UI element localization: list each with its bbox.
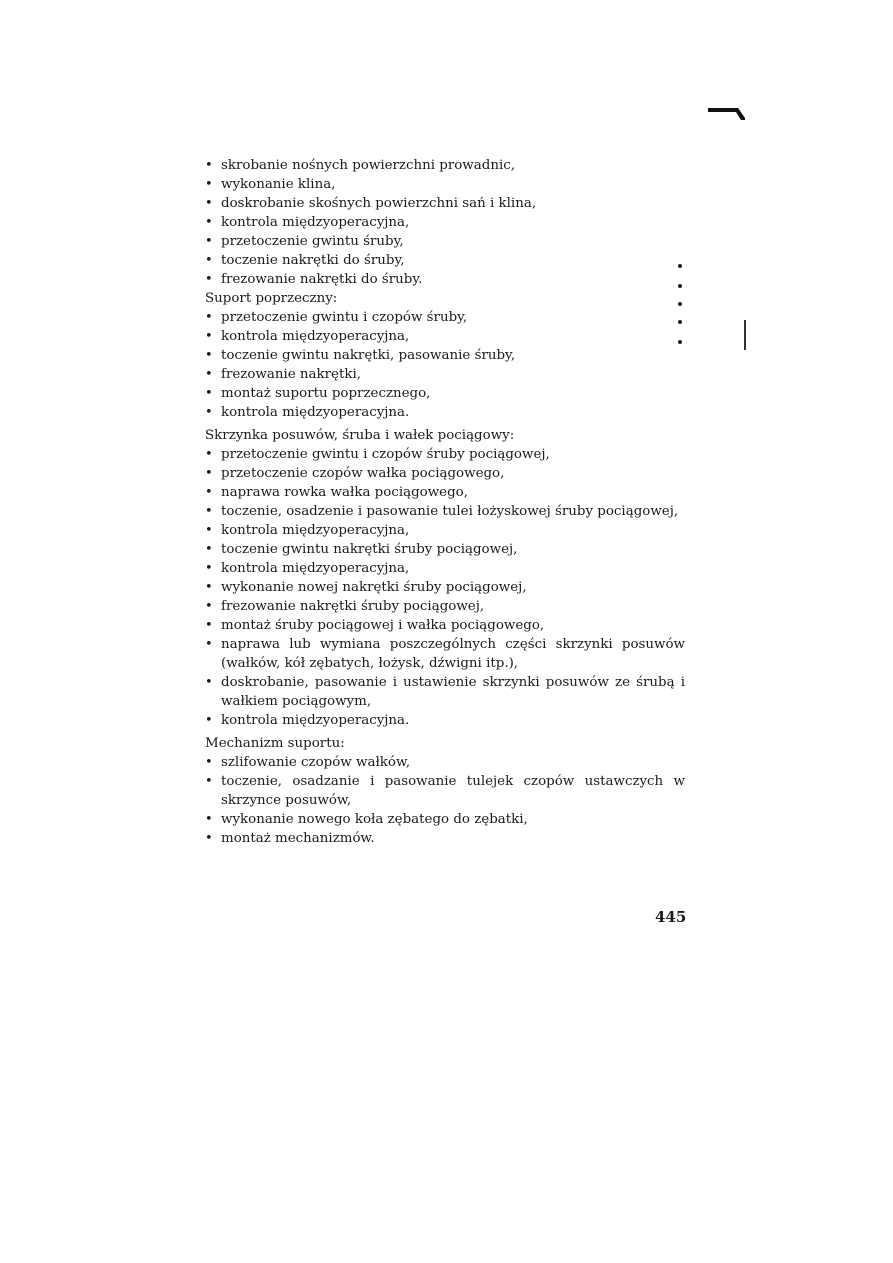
list-item: • kontrola międzyoperacyjna, (205, 559, 685, 578)
list-item: • doskrobanie, pasowanie i ustawienie skrzynki posuwów ze śrubą i wałkiem pociągowym, (205, 673, 685, 711)
list-item: • toczenie nakrętki do śruby, (205, 251, 685, 270)
section-heading: Suport poprzeczny: (205, 291, 338, 306)
list-item: • doskrobanie skośnych powierzchni sań i klina, (205, 194, 685, 213)
list-item: • przetoczenie czopów wałka pociągowego, (205, 464, 685, 483)
section-4-list (205, 753, 685, 848)
list-item: • frezowanie nakrętki śruby pociągowej, (205, 597, 685, 616)
list-item: • naprawa lub wymiana poszczególnych części skrzynki posuwów (wałków, kół zębatych, łożysk, dźwigni itp.), (205, 635, 685, 673)
list-item: • wykonanie klina, (205, 175, 685, 194)
list-item: • toczenie, osadzanie i pasowanie tulejek czopów ustawczych w skrzynce posuwów, (205, 772, 685, 810)
margin-bar (744, 320, 746, 350)
section-2-list (205, 308, 685, 422)
list-item: • montaż mechanizmów. (205, 829, 685, 848)
list-item: • przetoczenie gwintu śruby, (205, 232, 685, 251)
list-item: • wykonanie nowego koła zębatego do zębatki, (205, 810, 685, 829)
section-heading: Skrzynka posuwów, śruba i wałek pociągowy: (205, 428, 515, 443)
list-item: • wykonanie nowej nakrętki śruby pociągowej, (205, 578, 685, 597)
list-item: • przetoczenie gwintu i czopów śruby pociągowej, (205, 445, 685, 464)
list-item: • naprawa rowka wałka pociągowego, (205, 483, 685, 502)
list-item: • kontrola międzyoperacyjna. (205, 711, 685, 730)
list-item: • kontrola międzyoperacyjna, (205, 521, 685, 540)
list-item: • szlifowanie czopów wałków, (205, 753, 685, 772)
page-content (205, 156, 685, 848)
list-item: • toczenie, osadzenie i pasowanie tulei łożyskowej śruby pociągowej, (205, 502, 685, 521)
section-1-list (205, 156, 685, 289)
list-item: • frezowanie nakrętki do śruby. (205, 270, 685, 289)
section-3-list (205, 445, 685, 730)
list-item: • kontrola międzyoperacyjna, (205, 213, 685, 232)
list-item: • frezowanie nakrętki, (205, 365, 685, 384)
list-item: • montaż suportu poprzecznego, (205, 384, 685, 403)
list-item: • montaż śruby pociągowej i wałka pociągowego, (205, 616, 685, 635)
list-item: • toczenie gwintu nakrętki, pasowanie śruby, (205, 346, 685, 365)
list-item: • skrobanie nośnych powierzchni prowadnic, (205, 156, 685, 175)
section-heading: Mechanizm suportu: (205, 736, 345, 751)
list-item: • przetoczenie gwintu i czopów śruby, (205, 308, 685, 327)
list-item: • kontrola międzyoperacyjna. (205, 403, 685, 422)
page-number: 445 (655, 908, 687, 926)
list-item: • toczenie gwintu nakrętki śruby pociągowej, (205, 540, 685, 559)
list-item: • kontrola międzyoperacyjna, (205, 327, 685, 346)
page-corner-mark (708, 104, 746, 120)
